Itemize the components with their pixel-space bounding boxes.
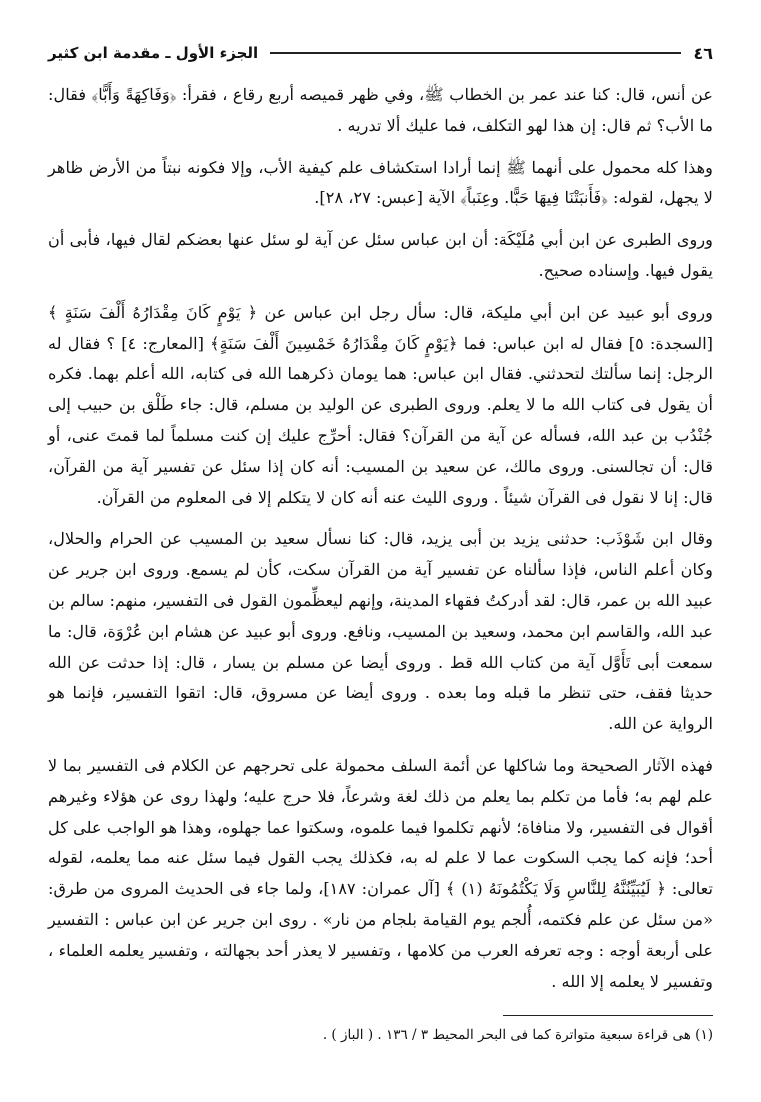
- paragraph-6: فهذه الآثار الصحيحة وما شاكلها عن أئمة السلف محمولة على تحرجهم عن الكلام فى التفسير بما لا علم لهم به؛ فأما من تكلم بما يعلم من ذلك لغة وشرعاً، فلا حرج عليه؛ ولهذا روى عن هؤلاء وغيرهم أقوال فى التفسير، ولا منافاة؛ لأنهم تكلموا فيما علموه، وسكتوا عما جهلوه، وهذا هو الواجب على كل أحد؛ فإنه كما يجب السكوت عما لا علم له به، فكذلك يجب القول فيما سئل عنه مما يعلمه، لقوله تعالى: ﴿ لَيُبَيِّنُنَّهُ لِلنَّاسِ وَلَا يَكْتُمُونَهُ (١) ﴾ [آل عمران: ١٨٧]، ولما جاء فى الحديث المروى من طرق: «من سئل عن علم فكتمه، أُلجم يوم القيامة بلجام من نار» . روى ابن جرير عن ابن عباس : التفسير على أربعة أوجه : وجه تعرفه العرب من كلامها ، وتفسير لا يعذر أحد بجهالته ، وتفسير يعلمه العلماء ، وتفسير لا يعلمه إلا الله .: [48, 755, 713, 991]
- header-rule: [270, 52, 681, 54]
- footnote-separator: [503, 1015, 713, 1016]
- page-header: [48, 38, 713, 68]
- paragraph-2: وهذا كله محمول على أنهما ﷺ إنما أرادا استكشاف علم كيفية الأب، وإلا فكونه نبتاً من الأرض ظاهر لا يجهل، لقوله: ﴿فَأَنبَتْنَا فِيهَا حَبًّا. وعِنَباً﴾ الآية [عبس: ٢٧، ٢٨].: [48, 157, 713, 208]
- footnote: (١) هى قراءة سبعية متواترة كما فى البحر المحيط ٣ / ١٣٦ . ( الباز ) .: [322, 1027, 713, 1044]
- paragraph-1: عن أنس، قال: كنا عند عمر بن الخطاب ﷺ، وفي ظهر قميصه أربع رقاع ، فقرأ: ﴿وَفَاكِهَةً وَأَبًّا﴾ فقال: ما الأب؟ ثم قال: إن هذا لهو التكلف، فما عليك ألا تدريه .: [48, 85, 713, 135]
- page-number: ٤٦: [693, 43, 713, 63]
- paragraph-4: وروى أبو عبيد عن ابن أبي مليكة، قال: سأل رجل ابن عباس عن ﴿ يَوْمٍ كَانَ مِقْدَارُهُ أَلْفَ سَنَةٍ ﴾ [السجدة: ٥] فقال له ابن عباس: فما ﴿يَوْمٍ كَانَ مِقْدَارُهُ خَمْسِينَ أَلْفَ سَنَةٍ﴾ [المعارج: ٤] ؟ فقال له الرجل: إنما سألتك لتحدثني. فقال ابن عباس: هما يومان ذكرهما الله فى كتابه، الله أعلم بهما. فكره أن يقول فى كتاب الله ما لا يعلم. وروى الطبرى عن الوليد بن مسلم، قال: جاء طَلْق بن حبيب إلى جُنْدُب بن عبد الله، فسأله عن آية من القرآن؟ فقال: أحرِّج عليك إن كنت مسلماً لما قمتَ عنى، أو قال: أن تجالسنى. وروى مالك، عن سعيد بن المسيب: أنه كان إذا سئل عن تفسير آية من القرآن، قال: إنا لا نقول فى القرآن شيئاً . وروى الليث عنه أنه كان لا يتكلم إلا فى المعلوم من القرآن.: [48, 302, 714, 507]
- page-body: [48, 80, 713, 997]
- paragraph-3: وروى الطبرى عن ابن أبي مُلَيْكَة: أن ابن عباس سئل عن آية لو سئل عنها بعضكم لقال فيها، فأبى أن يقول فيها. وإسناده صحيح.: [48, 230, 713, 280]
- paragraph-5: وقال ابن شَوْذَب: حدثنى يزيد بن أبى يزيد، قال: كنا نسأل سعيد بن المسيب عن الحرام والحلال، وكان أعلم الناس، فإذا سألناه عن تفسير آية من القرآن سكت، كأن لم يسمع. وروى ابن جرير عن عبيد الله بن عمر، قال: لقد أدركتُ فقهاء المدينة، وإنهم ليعظِّمون القول فى التفسير، منهم: سالم بن عبد الله، والقاسم ابن محمد، وسعيد بن المسيب، ونافع. وروى أبو عبيد عن هشام ابن عُرْوَة، قال: ما سمعت أبى تَأَوَّل آية من كتاب الله قط . وروى أيضا عن مسلم بن يسار ، قال: إذا حدثت عن الله حديثا فقف، حتى تنظر ما قبله وما بعده . وروى أيضا عن مسروق، قال: اتقوا التفسير، فإنما هو الرواية عن الله.: [48, 529, 713, 734]
- running-title: الجزء الأول ـ مقدمة ابن كثير: [48, 44, 259, 62]
